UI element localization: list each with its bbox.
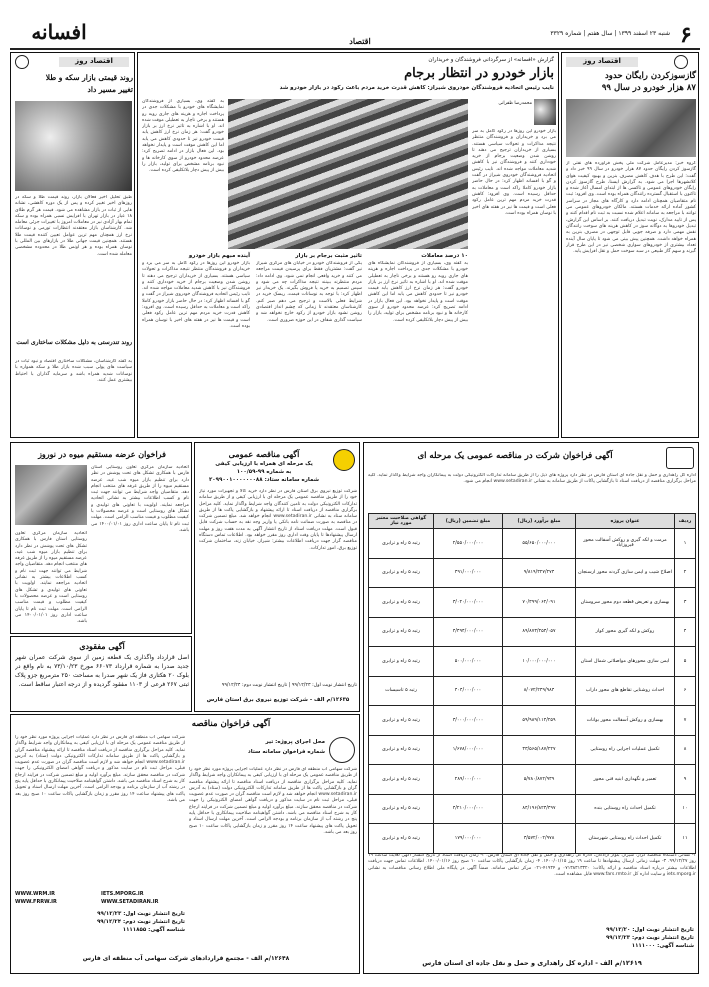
table-cell: روکش و لکه گیری محور کوار (576, 617, 675, 647)
water-ad-footer: ۱۲۶۴۸/م الف - مجتمع قراردادهای شرکت سهامی آب منطقه ای فارس (82, 955, 290, 962)
power-company-logo-icon (333, 449, 355, 471)
article-photo-cars (228, 99, 468, 249)
table-cell: رتبه ۵ راه و ترابری (369, 706, 434, 736)
section-logo-icon (15, 55, 29, 69)
table-cell: ۸۴/۱۹۶/۸۲۳/۴۹۷ (503, 794, 576, 824)
table-cell: رتبه ۵ راه و ترابری (369, 647, 434, 677)
article-headline: بازار خودرو در انتظار برجام (404, 66, 554, 81)
table-cell: ۲۸۹/۰۰۰/۰۰۰ (434, 765, 503, 795)
subhead-2: تاثیر مثبت برجام بر بازار (295, 253, 362, 259)
table-cell: ۴/۲۱۰/۰۰۰/۰۰۰ (434, 794, 503, 824)
table-row (369, 617, 696, 647)
page-number: ۶ (680, 22, 692, 48)
article-photo-gold (15, 101, 132, 191)
table-cell: ۲ (675, 558, 696, 588)
rmto-logo-icon (666, 447, 694, 469)
table-cell: رتبه ۵ راه و ترابری (369, 824, 434, 854)
table-cell: ۸/۰۷۲/۲۴۹/۹۸۴ (503, 676, 576, 706)
table-cell: ۸ (675, 735, 696, 765)
table-cell: مرمت و لکه گیری و روکش آسفالت محور فیروزآباد (576, 529, 675, 559)
headline-line2: تغییر مسیر داد (87, 85, 133, 94)
table-row (369, 794, 696, 824)
portrait-photo (534, 99, 556, 125)
table-row (369, 647, 696, 677)
power-ad-line1: یک مرحله ای همراه با ارزیابی کیفی (215, 461, 313, 467)
fruit-ad-body: اتحادیه سازمان مرکزی تعاون روستایی استان فارس با همکاری تشکل های تحت پوشش در نظر دارد برای تنظیم بازار میوه شب عید، عرضه مستقیم میوه را از طریق غرفه های منتخب انجام دهد. متقاضیان واجد شرایط می توانند جهت ثبت نام و کسب اطلاعات بیشتر به نشانی اتحادیه مراجعه نمایند. اولویت با تعاونی های تولیدی و تشکل های روستایی است و عرضه محصولات با کیفیت مطلوب و قیمت مناسب الزامی است. مهلت ثبت نام تا پایان ساعت اداری روز ۱۴۰۰/۰۱/۰۱ می باشد. (91, 465, 189, 533)
article-photo (566, 99, 696, 157)
headline-line1: گازسوزکردن رایگان حدود (604, 71, 696, 81)
table-cell: ۵/۷۸۰/۸۷۲/۹۳۹ (503, 765, 576, 795)
issue-info: شنبه ۲۳ اسفند ۱۳۹۹ | سال هفتم | شماره ۳۳۲۹ (550, 30, 670, 37)
power-ad-line3: شماره سامانه ستاد: ۲۰۹۹۰۰۱۰۰۰۰۰۰۰۸۸ (208, 477, 320, 483)
article-subheadline: نایب رئیس اتحادیه فروشندگان خودروی شیراز: کاهش قدرت خرید مردم باعث رکود در بازار خودرو شد (279, 85, 554, 91)
table-cell: ۵۰۰/۰۰۰/۰۰۰ (434, 647, 503, 677)
tender-date-first: تاریخ انتشار نوبت اول: ۹۹/۱۲/۲۰ (606, 927, 694, 933)
tender-table (368, 513, 696, 854)
table-cell: احداث روشنایی تقاطع های محور داراب (576, 676, 675, 706)
headline-line2: ۸۷ هزار خودرو در سال ۹۹ (601, 83, 696, 93)
tender-footer: ۱۲۶۱۹/م الف - اداره کل راهداری و حمل و نقل جاده ای استان فارس (422, 959, 642, 967)
table-cell: ۵۵/۶۵۰/۰۰۰/۰۰۰ (503, 529, 576, 559)
table-row (369, 824, 696, 854)
table-cell: تعمیر و نگهداری ابنیه فنی محور (576, 765, 675, 795)
fruit-ad-title: فراخوان عرضه مستقیم میوه در نوروز (38, 449, 166, 459)
table-cell: رتبه ۵ راه و ترابری (369, 735, 434, 765)
table-cell: بهسازی و روکش آسفالت محور بوانات (576, 706, 675, 736)
section-tag: اقتصاد روز (59, 57, 129, 67)
table-cell: ۵ (675, 647, 696, 677)
tender-ad-id: شناسه آگهی: ۱۱۱۱۰۰۰ (631, 943, 694, 949)
subhead-1: ۱۰ درصد معاملات (421, 253, 468, 259)
table-cell: تکمیل احداث راه روستایی شهرستان (576, 824, 675, 854)
tender-table-header (369, 514, 696, 529)
water-company-logo-icon (329, 737, 355, 763)
table-cell: بهسازی و تعریض قطعه دوم محور سروستان (576, 588, 675, 618)
article-body-intro: به گفته وی، بسیاری از فروشندگان نمایشگاه های خودرو با مشکلات جدی در پرداخت اجاره و هزینه های جاری روبه رو هستند و برخی ناچار به تعطیلی موقت شده اند. او با اشاره به تاثیر نرخ ارز بر بازار خودرو گفت: هر زمان نرخ ارز کاهش یابد قیمت خودرو نیز تا حدودی کاهش می یابد اما این کاهش موقت است و پایدار نخواهد بود. این فعال بازار در ادامه تصریح کرد: عرضه محدود خودرو از سوی کارخانه ها و نبود برنامه مشخص برای تولید، بازار را بیش از پیش دچار بلاتکلیفی کرده است. (142, 99, 224, 174)
table-cell: رتبه ۵ راه و ترابری (369, 617, 434, 647)
table-cell: ایمن سازی محورهای مواصلاتی شمال استان (576, 647, 675, 677)
table-cell: ۴/۴۹۴/۰۰۰/۰۰۰ (434, 617, 503, 647)
table-cell: ۳/۵۷۲/۰۰۲/۹۷۸ (503, 824, 576, 854)
table-cell: ۱ (675, 529, 696, 559)
table-cell: رتبه ۵ راه و ترابری (369, 765, 434, 795)
portrait-caption: محمدرضا ظفرانی (498, 101, 532, 106)
table-cell: ۳ (675, 588, 696, 618)
table-cell: ۴۹۱/۰۰۰/۰۰۰ (434, 558, 503, 588)
fruit-ad (10, 442, 192, 634)
power-ad-dates: تاریخ انتشار نوبت اول: ۹۹/۱۲/۲۳ | تاریخ انتشار نوبت دوم: ۹۹/۱۲/۲۴ (221, 683, 357, 688)
article-kicker: گزارش «افسانه» از سرگردانی فروشندگان و خریداران (428, 57, 554, 63)
col-header: ردیف (675, 514, 696, 529)
table-cell: ۱۰/۰۰۰/۰۰۰/۰۰۰ (503, 647, 576, 677)
fruit-ad-body-2: اتحادیه سازمان مرکزی تعاون روستایی استان فارس با همکاری تشکل های تحت پوشش در نظر دارد برای تنظیم بازار میوه شب عید، عرضه مستقیم میوه را از طریق غرفه های منتخب انجام دهد. متقاضیان واجد شرایط می توانند جهت ثبت نام و کسب اطلاعات بیشتر به نشانی اتحادیه مراجعه نمایند. اولویت با تعاونی های تولیدی و تشکل های روستایی است و عرضه محصولات با کیفیت مطلوب و قیمت مناسب الزامی است. مهلت ثبت نام تا پایان ساعت اداری روز ۱۴۰۰/۰۱/۰۱ می باشد. (15, 531, 87, 625)
water-ad-date-first: تاریخ انتشار نوبت اول: ۹۹/۱۲/۲۳ (97, 911, 185, 917)
table-cell: ۴ (675, 617, 696, 647)
power-ad-body: شرکت توزیع نیروی برق استان فارس در نظر دارد خرید کالا و تجهیزات مورد نیاز خود را از طریق مناقصه عمومی یک مرحله ای با ارزیابی کیفی و از طریق سامانه تدارکات الکترونیکی دولت به تامین کنندگان واجد شرایط واگذار نماید. کلیه مراحل برگزاری مناقصه از دریافت اسناد تا ارائه پیشنهاد و بازگشایی پاکت ها از طریق سامانه ستاد به نشانی www.setadiran.ir انجام خواهد شد. مبلغ تضمین شرکت در مناقصه به صورت ضمانت نامه بانکی یا واریز وجه نقد به حساب شرکت قابل قبول است. مهلت دریافت اسناد از تاریخ انتشار آگهی به مدت هفت روز و مهلت ارسال پیشنهادها تا پایان وقت اداری روز مقرر خواهد بود. اطلاعات تماس دستگاه مناقصه گزار جهت دریافت اطلاعات بیشتر: شیراز، خیابان زند، ساختمان شرکت توزیع برق، امور تدارکات. (199, 489, 357, 551)
table-cell: رتبه ۵ راه و ترابری (369, 588, 434, 618)
article-body-2: به گفته کارشناسان، مشکلات ساختاری اقتصاد و نبود ثبات در سیاست های پولی سبب شده بازار طلا و سکه همواره با نوسانات شدید همراه باشد و سرمایه گذاران با احتیاط بیشتری عمل کنند. (15, 359, 132, 383)
table-cell: ۷ (675, 706, 696, 736)
table-row (369, 706, 696, 736)
section-logo-icon (674, 55, 688, 69)
water-ad-highlight1: محل اجرای پروژه: تیر (265, 739, 325, 745)
table-cell: ۲/۵۵۰/۰۰۰/۰۰۰ (434, 529, 503, 559)
table-cell: رتبه ۵ راه و ترابری (369, 794, 434, 824)
masthead-logo: افسانه (31, 20, 87, 44)
table-cell: ۱/۶۷۸/۰۰۰/۰۰۰ (434, 735, 503, 765)
table-cell: ۱۷۹/۰۰۰/۰۰۰ (434, 824, 503, 854)
water-ad-highlight2: شماره فراخوان سامانه ستاد (247, 749, 325, 755)
table-cell: ۹ (675, 765, 696, 795)
table-cell: رتبه ۵ راه و ترابری (369, 529, 434, 559)
section-title: اقتصاد (349, 36, 371, 46)
right-column-article (561, 52, 699, 438)
table-cell: تکمیل عملیات اجرایی راه روستایی (576, 735, 675, 765)
table-cell: ۳/۰۲۰/۰۰۰/۰۰۰ (434, 588, 503, 618)
power-ad-title: آگهی مناقصه عمومی (228, 449, 300, 459)
table-cell: رتبه ۵ تاسیسات (369, 676, 434, 706)
masthead-rule (10, 48, 700, 50)
table-cell: ۱۰ (675, 794, 696, 824)
section-tag: اقتصاد روز (566, 57, 638, 67)
subhead-3: آینده مبهم بازار خودرو (188, 253, 250, 259)
article-subhead: روند تندرستی به دلیل مشکلات ساختاری است (16, 339, 132, 346)
water-ad-link1: WWW.WRM.IR (15, 891, 55, 897)
table-cell: ۱۱ (675, 824, 696, 854)
water-ad-link2: WWW.FRRW.IR (15, 899, 57, 905)
water-tender-ad (10, 714, 360, 974)
water-ad-link4: WWW.SETADIRAN.IR (101, 899, 159, 905)
lost-ad-title: آگهی مفقودی (79, 641, 125, 651)
center-article (137, 52, 559, 438)
water-ad-link3: IETS.MPORG.IR (101, 891, 144, 897)
power-tender-ad (194, 442, 360, 712)
water-ad-date-second: تاریخ انتشار نوبت دوم: ۹۹/۱۲/۲۴ (96, 919, 185, 925)
water-ad-body-right: شرکت سهامی آب منطقه ای فارس در نظر دارد عملیات اجرایی پروژه مورد نظر خود را از طریق مناقصه عمومی یک مرحله ای با ارزیابی کیفی به پیمانکاران واجد شرایط واگذار نماید. کلیه مراحل برگزاری مناقصه از دریافت اسناد مناقصه تا ارائه پیشنهاد مناقصه گران و بازگشایی پاکت ها از طریق سامانه تدارکات الکترونیکی دولت (ستاد) به آدرس www.setadiran.ir انجام خواهد شد و لازم است مناقصه گران در صورت عدم عضویت قبلی، مراحل ثبت نام در سایت مذکور و دریافت گواهی امضای الکترونیکی را جهت شرکت در مناقصه محقق سازند. مبلغ برآورد اولیه و مبلغ تضمین شرکت در فرایند ارجاع کار به شرح اسناد مناقصه می باشد. داشتن گواهینامه صلاحیت پیمانکاری با حداقل پایه پنج در رشته آب از سازمان برنامه و بودجه الزامی است. آخرین مهلت ارسال اسناد و تحویل پاکت های پیشنهاد ساعت ۱۴ روز مقرر و زمان بازگشایی پاکات ساعت ۱۰ صبح روز بعد می باشد. (189, 767, 357, 835)
table-cell: ۶ (675, 676, 696, 706)
col-header: گواهی صلاحیت معتبر مورد نیاز (369, 514, 434, 529)
tender-main-ad (363, 442, 699, 974)
table-cell: ۴۰۴/۰۰۰/۰۰۰ (434, 676, 503, 706)
tender-footnotes: ۱- نشانی دستگاه مناقصه گزار: شیراز، بلوار آزادگان، اداره کل راهداری و حمل و نقل جاده ای استان فارس. ۲- زمان دریافت اسناد از تاریخ انتشار آگهی لغایت ساعت ۱۹ روز ۹۹/۱۲/۲۷. ۳- مهلت زمانی ارسال پیشنهادها تا ساعت ۱۹ روز ۱۴۰۰/۰۱/۱۵. ۴- زمان بازگشایی پاکات ساعت ۱۰ صبح روز ۱۴۰۰/۰۱/۱۶. اطلاعات تماس جهت دریافت اطلاعات بیشتر درباره اسناد مناقصه و ارائه پاکات: ۰۷۱۳۸۳۱۳۳۲۰ و ۴۱۹۳۴-۰۲۱ مرکز تماس سامانه. ضمناً آگهی در پایگاه ملی اطلاع رسانی مناقصات به نشانی iets.mporg.ir و سایت اداره کل www.fars.rmto.ir قابل مشاهده است. (368, 853, 696, 877)
table-cell: ۵۹/۹۸۹/۱۱۴/۲۵۹ (503, 706, 576, 736)
table-cell: اصلاح شیب و ایمن سازی گردنه محور ارسنجان (576, 558, 675, 588)
article-body-a: بازار خودرو این روزها در رکود کامل به سر می برد و خریداران و فروشندگان منتظر نتیجه مذاکرات و تحولات سیاسی هستند. بسیاری از خریداران ترجیح می دهند تا روشن شدن وضعیت برجام از خرید خودداری کنند و فروشندگان نیز با کاهش شدید معاملات مواجه شده اند. نایب رئیس اتحادیه فروشندگان خودروی شیراز در گفت و گو با افسانه اظهار کرد: در حال حاضر بازار خودرو کاملا راکد است و معاملات به حداقل رسیده است. وی افزود: کاهش قدرت خرید مردم مهم ترین عامل رکود فعلی است و قیمت ها نیز در هفته های اخیر با نوسان همراه بوده است. (472, 129, 556, 216)
headline-line1: روند قیمتی بازار سکه و طلا (45, 73, 133, 82)
table-cell: ۳۳/۵۶۵/۱۸۷/۲۲۷ (503, 735, 576, 765)
table-row (369, 676, 696, 706)
water-ad-body-left: شرکت سهامی آب منطقه ای فارس در نظر دارد عملیات اجرایی پروژه مورد نظر خود را از طریق مناقصه عمومی یک مرحله ای با ارزیابی کیفی به پیمانکاران واجد شرایط واگذار نماید. کلیه مراحل برگزاری مناقصه از دریافت اسناد مناقصه تا ارائه پیشنهاد مناقصه گران و بازگشایی پاکت ها از طریق سامانه تدارکات الکترونیکی دولت (ستاد) به آدرس www.setadiran.ir انجام خواهد شد و لازم است مناقصه گران در صورت عدم عضویت قبلی، مراحل ثبت نام در سایت مذکور و دریافت گواهی امضای الکترونیکی را جهت شرکت در مناقصه محقق سازند. مبلغ برآورد اولیه و مبلغ تضمین شرکت در فرایند ارجاع کار به شرح اسناد مناقصه می باشد. داشتن گواهینامه صلاحیت پیمانکاری با حداقل پایه پنج در رشته آب از سازمان برنامه و بودجه الزامی است. آخرین مهلت ارسال اسناد و تحویل پاکت های پیشنهاد ساعت ۱۴ روز مقرر و زمان بازگشایی پاکات ساعت ۱۰ صبح روز بعد می باشد. (15, 735, 185, 803)
table-row (369, 529, 696, 559)
water-ad-id: شناسه آگهی: ۱۱۱۱۸۵۵ (122, 927, 185, 933)
tender-title: آگهی فراخوان شرکت در مناقصه عمومی یک مرحله ای (417, 451, 613, 461)
lost-document-ad (10, 636, 192, 712)
tender-date-second: تاریخ انتشار نوبت دوم: ۹۹/۱۲/۲۳ (605, 935, 694, 941)
left-column-article (10, 52, 135, 438)
power-ad-footer: ۱۲۶۳۵/م الف - شرکت توزیع نیروی برق استان فارس (206, 697, 350, 703)
water-ad-title: آگهی فراخوان مناقصه (191, 719, 271, 729)
table-cell: ۳/۰۰۰/۰۰۰/۰۰۰ (434, 706, 503, 736)
table-cell: ۹/۸۱۹/۳۲۷/۲۷۴ (503, 558, 576, 588)
article-body: طبق تحلیل اخیر فعالان بازار، روند قیمت طلا و سکه در روزهای اخیر تغییر کرده و پس از یک دوره کاهشی، نشانه هایی از ثبات در بازار مشاهده می شود. قیمت هر گرم طلای ۱۸ عیار در بازار تهران با افزایش نسبی همراه بوده و سکه تمام بهار آزادی نیز در معاملات امروز با تغییرات جزئی معامله شد. کارشناسان بازار معتقدند انتظارات تورمی و نوسانات نرخ ارز همچنان مهم ترین عوامل تعیین کننده قیمت طلا هستند. همچنین قیمت جهانی طلا در بازارهای بین المللی با نوسان همراه بوده و هر اونس طلا در محدوده مشخصی معامله شده است. (15, 195, 132, 257)
col-header: عنوان پروژه (576, 514, 675, 529)
table-cell: ۸۹/۸۷۳/۴۵۳/۰۵۷ (503, 617, 576, 647)
table-row (369, 558, 696, 588)
table-row (369, 588, 696, 618)
col-header: مبلغ برآورد (ریال) (503, 514, 576, 529)
col-header: مبلغ تضمین (ریال) (434, 514, 503, 529)
article-body: گروه خبر: مدیرعامل شرکت ملی پخش فرآورده های نفتی از گازسوز کردن رایگان حدود ۸۷ هزار خودرو در سال ۹۹ خبر داد و گفت: این طرح با هدف کاهش مصرف بنزین و بهبود کیفیت هوای کلانشهرها اجرا می شود. به گزارش ایسنا، طرح گازسوز کردن رایگان خودروهای عمومی و تاکسی ها از ابتدای امسال آغاز شده و تاکنون با استقبال گسترده رانندگان همراه بوده است. وی افزود: ثبت نام متقاضیان همچنان ادامه دارد و کارگاه های مجاز در سراسر کشور آماده ارائه خدمات هستند. مالکان خودروهای عمومی می توانند با مراجعه به سامانه اعلام شده نسبت به ثبت نام اقدام کنند و پس از تایید مدارک، نوبت تبدیل دریافت کنند. بر اساس این گزارش، تبدیل خودروها به دوگانه سوز در کاهش هزینه های سوخت رانندگان نقش مهمی دارد و صرفه جویی قابل توجهی در مصرف بنزین به همراه خواهد داشت. همچنین پیش بینی می شود تا پایان سال آینده تعداد بیشتری از خودروهای سواری شخصی نیز در این طرح قرار گیرند و سهم گاز طبیعی در سبد سوخت حمل و نقل افزایش یابد. (566, 161, 696, 255)
fruit-ad-photo (15, 465, 87, 525)
lost-ad-body: اصل قرارداد واگذاری یک قطعه زمین از سوی شرکت عمران شهر جدید صدرا به شماره قرارداد ۶۶۰۷۳ مورخ ۷۳/۱۰/۲۳ به نام واقع در بلوک ۲۰ هکتاری فاز یک شهر صدرا به مساحت ۲۵۰ مترمربع جزو پلاک ثبتی ۲۶۷ فرعی از ۱۱۰۳ مفقود گردیده و از درجه اعتبار ساقط است. (15, 654, 189, 688)
table-cell: ۷۰/۳۹۹/۰۶۲/۰۹۱ (503, 588, 576, 618)
table-cell: تکمیل احداث راه روستایی بنده (576, 794, 675, 824)
article-body-b: به گفته وی، بسیاری از فروشندگان نمایشگاه های خودرو با مشکلات جدی در پرداخت اجاره و هزینه های جاری روبه رو هستند و برخی ناچار به تعطیلی موقت شده اند. او با اشاره به تاثیر نرخ ارز بر بازار خودرو گفت: هر زمان نرخ ارز کاهش یابد قیمت خودرو نیز تا حدودی کاهش می یابد اما این کاهش موقت است و پایدار نخواهد بود. این فعال بازار در ادامه تصریح کرد: عرضه محدود خودرو از سوی کارخانه ها و نبود برنامه مشخص برای تولید، بازار را بیش از پیش دچار بلاتکلیفی کرده است. (368, 261, 468, 323)
table-row (369, 735, 696, 765)
table-cell: رتبه ۵ راه و ترابری (369, 558, 434, 588)
power-ad-line2: به شماره ۹۹-۱۰۰/۵۹ (236, 469, 292, 475)
article-body-d: بازار خودرو این روزها در رکود کامل به سر می برد و خریداران و فروشندگان منتظر نتیجه مذاکرات و تحولات سیاسی هستند. بسیاری از خریداران ترجیح می دهند تا روشن شدن وضعیت برجام از خرید خودداری کنند و فروشندگان نیز با کاهش شدید معاملات مواجه شده اند. نایب رئیس اتحادیه فروشندگان خودروی شیراز در گفت و گو با افسانه اظهار کرد: در حال حاضر بازار خودرو کاملا راکد است و معاملات به حداقل رسیده است. وی افزود: کاهش قدرت خرید مردم مهم ترین عامل رکود فعلی است و قیمت ها نیز در هفته های اخیر با نوسان همراه بوده است. (142, 261, 250, 329)
masthead (0, 0, 709, 52)
article-body-c: یکی از فروشندگان خودرو در خیابان های مرکزی شیراز نیز گفت: مشتریان فقط برای پرسیدن قیمت مراجعه می کنند و خرید واقعی انجام نمی شود. وی ادامه داد: مردم منتظرند ببینند نتیجه مذاکرات چه می شود و سپس تصمیم به خرید یا فروش بگیرند. یک خریدار نیز اظهار کرد: با توجه به نوسانات قیمت، ریسک خرید در شرایط فعلی بالاست و ترجیح می دهم صبر کنم. کارشناسان معتقدند تا زمانی که چشم انداز اقتصادی روشن نشود بازار خودرو از رکود خارج نخواهد شد و سیاست گذاری شفاف در این حوزه ضروری است. (256, 261, 362, 323)
table-row (369, 765, 696, 795)
tender-intro: اداره کل راهداری و حمل و نقل جاده ای استان فارس در نظر دارد پروژه های ذیل را از طریق سامانه تدارکات الکترونیکی دولت به پیمانکاران واجد شرایط واگذار نماید. کلیه مراحل برگزاری مناقصه از دریافت اسناد تا بازگشایی پاکات از طریق سامانه به نشانی www.setadiran.ir انجام می شود. (368, 473, 696, 485)
